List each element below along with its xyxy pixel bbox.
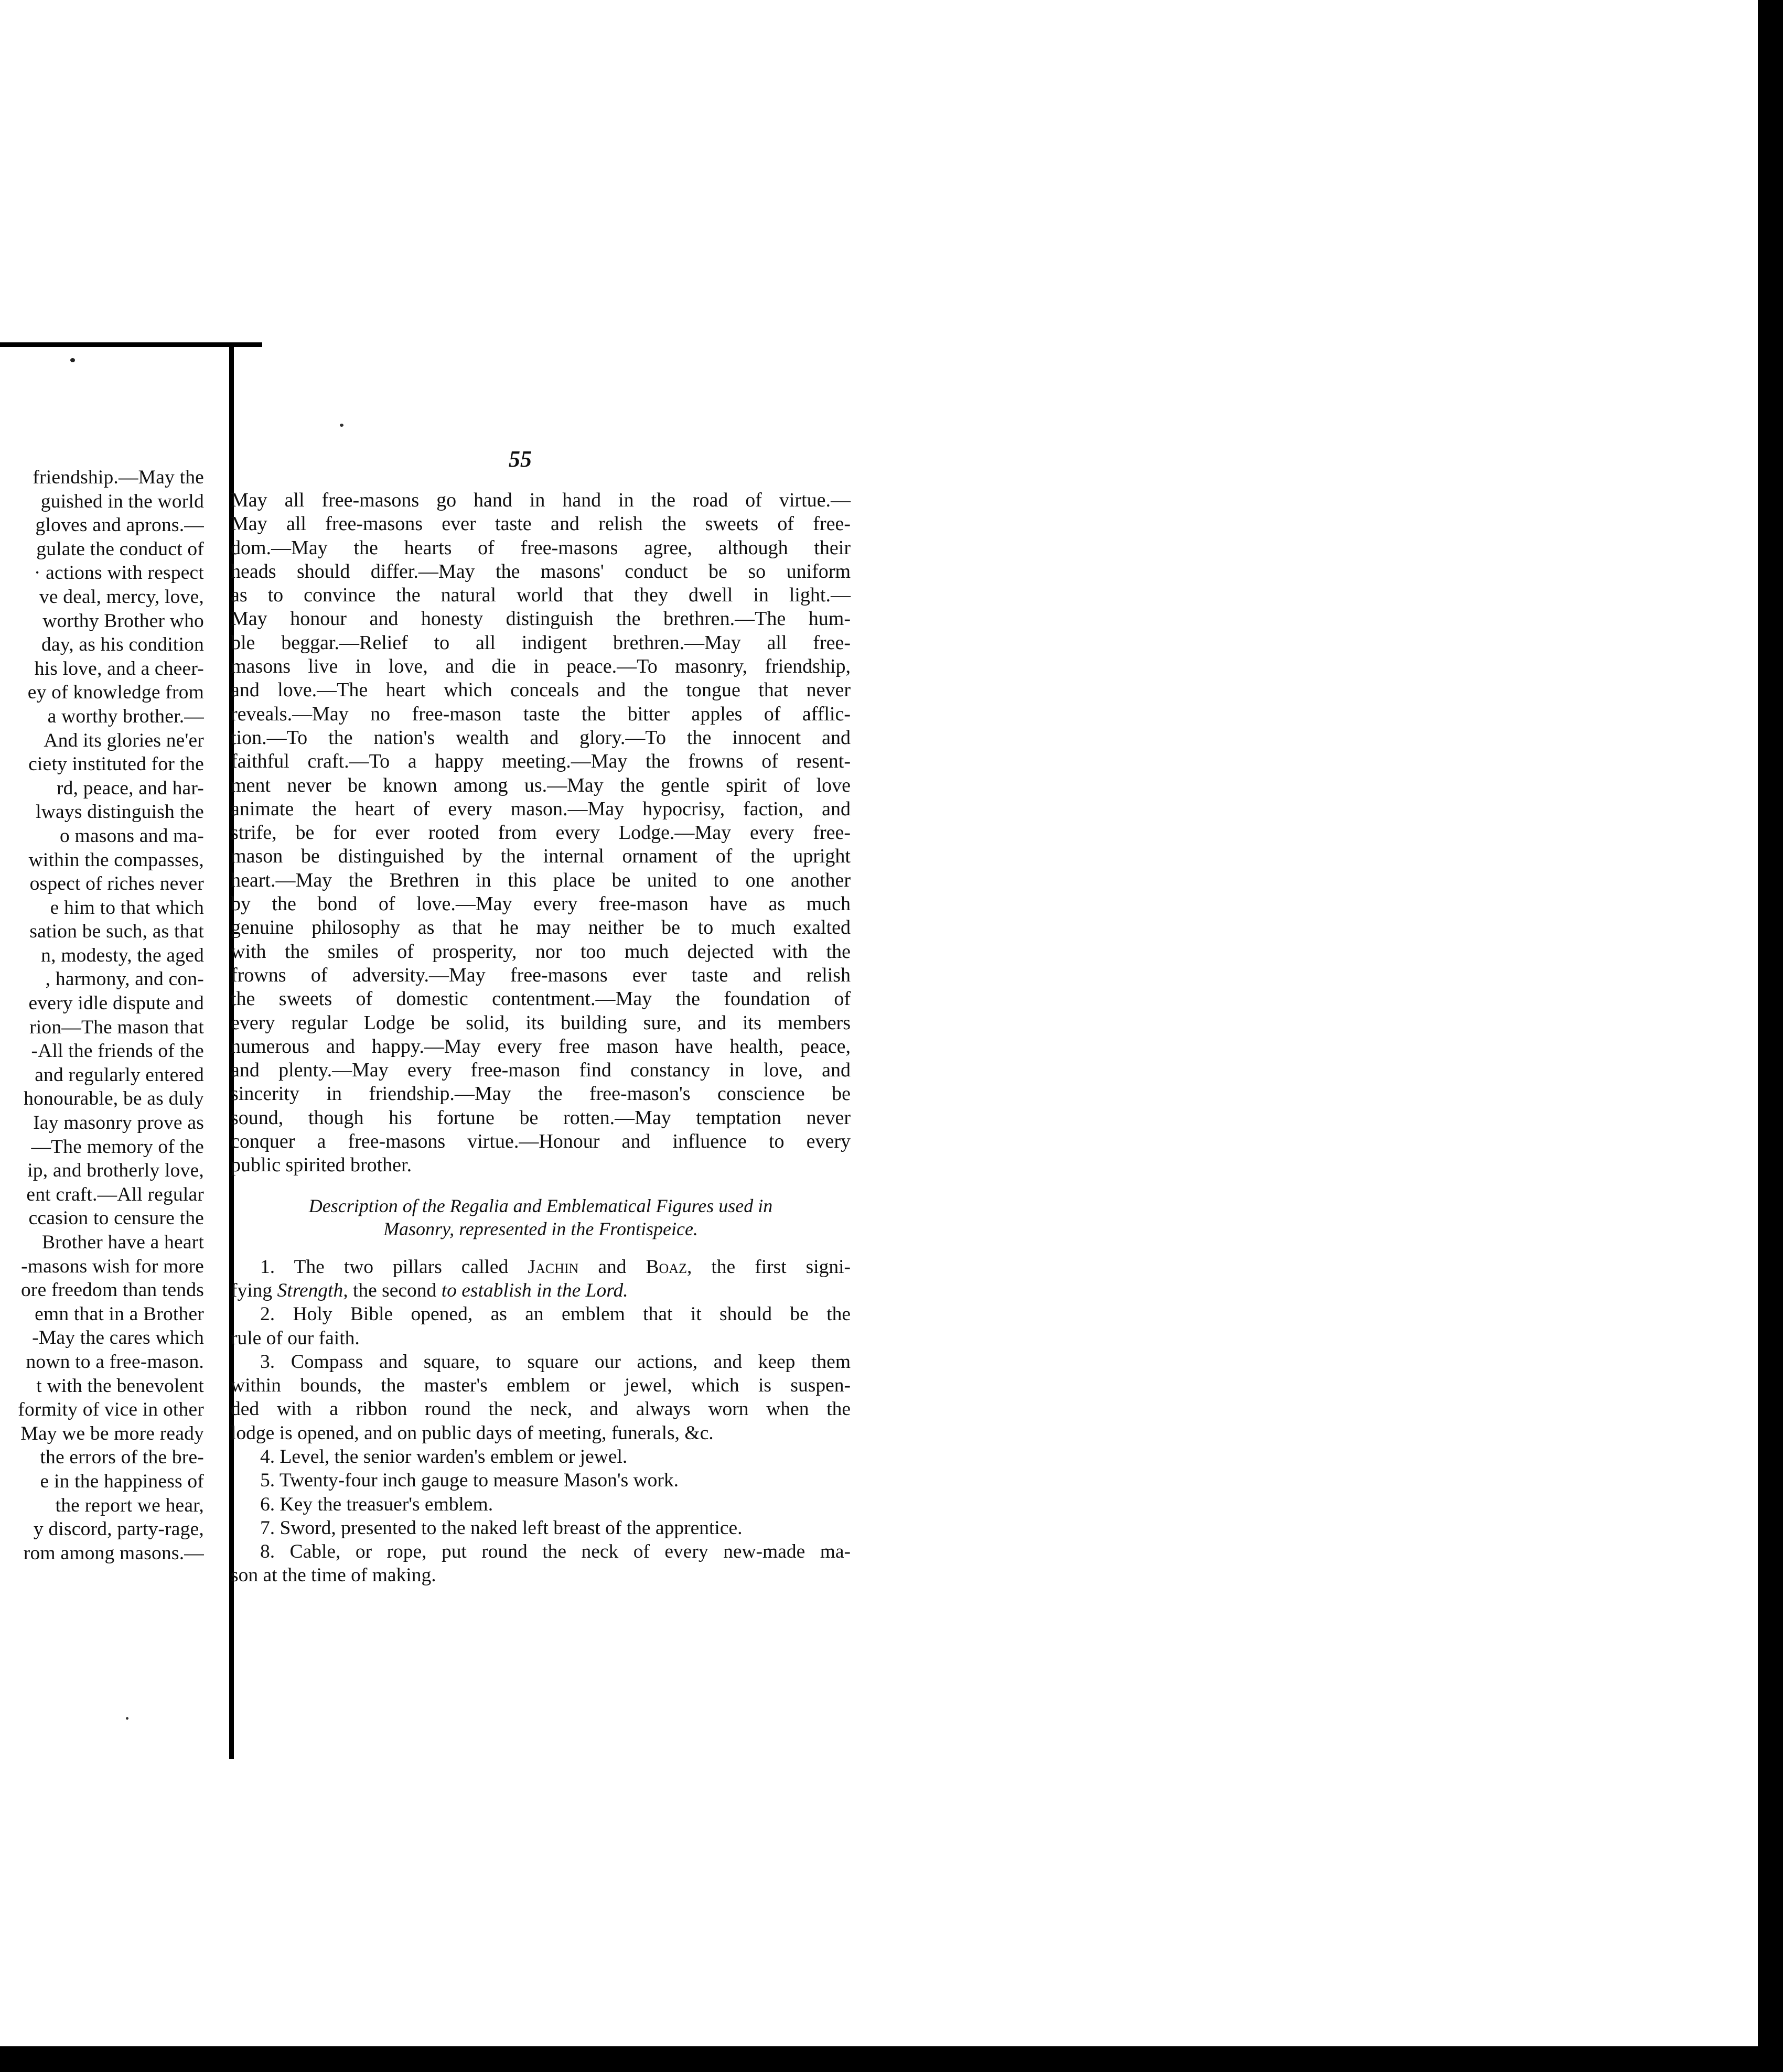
right-page: [231, 489, 851, 1588]
text-line: gloves and aprons.—: [35, 514, 204, 536]
text-line: rd, peace, and har-: [56, 777, 204, 799]
list-item-line: within bounds, the master's emblem or jewel, which is suspen-: [231, 1375, 851, 1397]
text-line: ey of knowledge from: [27, 682, 204, 704]
list-item-line: son at the time of making.: [231, 1564, 436, 1587]
text-line: ment never be known among us.—May the gentle spirit of love: [231, 774, 851, 796]
text-line: May we be more ready: [20, 1422, 204, 1444]
text-line: the sweets of domestic contentment.—May the foundation of: [231, 988, 851, 1010]
text-line: rom among masons.—: [23, 1542, 204, 1564]
list-item-line: 7. Sword, presented to the naked left breast of the apprentice.: [260, 1517, 743, 1539]
toasts-paragraph: [231, 489, 851, 1178]
text-line: the errors of the bre-: [40, 1447, 204, 1469]
text-line: every idle dispute and: [28, 992, 204, 1015]
text-line: heads should differ.—May the masons' conduct be so uniform: [231, 560, 851, 582]
text-line: ospect of riches never: [29, 873, 204, 895]
ink-speck: [70, 358, 75, 362]
text-line: e in the happiness of: [40, 1470, 204, 1492]
text-line: numerous and happy.—May every free mason have health, peace,: [231, 1035, 851, 1057]
text-line: and regularly entered: [35, 1064, 204, 1086]
text-line: ccasion to censure the: [28, 1207, 204, 1229]
text-line: ve deal, mercy, love,: [39, 586, 204, 608]
list-item-line: lodge is opened, and on public days of meeting, funerals, &c.: [231, 1422, 714, 1444]
left-page-fragment: [0, 466, 207, 1593]
text-line: animate the heart of every mason.—May hypocrisy, faction, and: [231, 797, 851, 820]
text-line: lways distinguish the: [36, 801, 204, 823]
text-line: and plenty.—May every free-mason find constancy in love, and: [231, 1059, 851, 1082]
text-line: t with the benevolent: [36, 1375, 204, 1397]
list-item-line: 6. Key the treasuer's emblem.: [260, 1493, 493, 1515]
text-line: every regular Lodge be solid, its building sure, and its members: [231, 1011, 851, 1034]
text-line: his love, and a cheer-: [34, 657, 204, 679]
left-page-text: [0, 466, 204, 1565]
text-line: honourable, be as duly: [24, 1088, 204, 1110]
text-line: friendship.—May the: [33, 467, 204, 488]
text-line: by the bond of love.—May every free-mason have as much: [231, 893, 851, 915]
list-item-line: 3. Compass and square, to square our actions, and keep them: [260, 1351, 851, 1373]
text-line: , harmony, and con-: [45, 968, 204, 990]
text-line: conquer a free-masons virtue.—Honour and influence to every: [231, 1130, 851, 1153]
text-line: May honour and honesty distinguish the brethren.—The hum-: [231, 608, 851, 630]
text-line: gulate the conduct of: [36, 538, 204, 560]
text-line: worthy Brother who: [42, 610, 204, 632]
text-line: ble beggar.—Relief to all indigent brethren.—May all free-: [231, 631, 851, 654]
text-line: -masons wish for more: [21, 1255, 204, 1277]
text-line: formity of vice in other: [18, 1399, 204, 1421]
text-line: sation be such, as that: [29, 921, 204, 943]
page-number: 55: [509, 446, 532, 472]
text-line: emn that in a Brother: [35, 1303, 204, 1325]
text-line: masons live in love, and die in peace.—To masonry, friendship,: [231, 655, 851, 678]
text-line: heart.—May the Brethren in this place be united to one another: [231, 869, 851, 891]
text-line: frowns of adversity.—May free-masons ever taste and relish: [231, 964, 851, 986]
text-line: as to convince the natural world that they dwell in light.—: [231, 584, 851, 607]
text-line: mason be distinguished by the internal ornament of the upright: [231, 845, 851, 868]
text-line: a worthy brother.—: [47, 705, 204, 727]
text-line: ent craft.—All regular: [26, 1183, 204, 1205]
list-item-1: 1. The two pillars called Jachin and Boaz, the first signi-: [260, 1256, 851, 1278]
text-line: -All the friends of the: [31, 1040, 204, 1062]
text-line: with the smiles of prosperity, nor too much dejected with the: [231, 940, 851, 963]
ink-speck: [340, 424, 343, 427]
text-line: nown to a free-mason.: [26, 1351, 204, 1373]
page-edge-bottom: [0, 2046, 1760, 2049]
text-line: strife, be for ever rooted from every Lodge.—May every free-: [231, 822, 851, 844]
text-line: sincerity in friendship.—May the free-mason's conscience be: [231, 1083, 851, 1105]
text-line: genuine philosophy as that he may neither be to much exalted: [231, 916, 851, 939]
ink-speck: [126, 1717, 128, 1720]
list-item-line: 2. Holy Bible opened, as an emblem that it should be the: [260, 1303, 851, 1325]
text-line: tion.—To the nation's wealth and glory.—To the innocent and: [231, 726, 851, 749]
text-line: e him to that which: [50, 897, 204, 919]
list-item-line: 5. Twenty-four inch gauge to measure Mason's work.: [260, 1470, 679, 1492]
text-line: dom.—May the hearts of free-masons agree, although their: [231, 536, 851, 559]
text-line: day, as his condition: [41, 634, 204, 656]
text-line: reveals.—May no free-mason taste the bitter apples of afflic-: [231, 703, 851, 725]
text-line: y discord, party-rage,: [33, 1518, 204, 1540]
list-item-line: 4. Level, the senior warden's emblem or jewel.: [260, 1445, 628, 1467]
text-line: the report we hear,: [55, 1494, 204, 1516]
text-line: n, modesty, the aged: [41, 944, 204, 966]
heading-line-1: Description of the Regalia and Emblematical Figures used in: [308, 1195, 773, 1216]
text-line: and love.—The heart which conceals and the tongue that never: [231, 679, 851, 702]
text-line: -May the cares which: [32, 1327, 204, 1349]
text-line: public spirited brother.: [231, 1154, 412, 1177]
text-line: · actions with respect: [34, 562, 204, 584]
list-item-line: 8. Cable, or rope, put round the neck of every new-made ma-: [260, 1541, 851, 1563]
text-line: faithful craft.—To a happy meeting.—May the frowns of resent-: [231, 750, 851, 773]
section-heading: [231, 1194, 851, 1240]
regalia-list: [231, 1255, 851, 1588]
text-line: o masons and ma-: [59, 825, 204, 847]
text-line: rion—The mason that: [29, 1016, 204, 1038]
list-item-line: ded with a ribbon round the neck, and always worn when the: [231, 1398, 851, 1420]
top-rule: [0, 342, 262, 347]
text-line: ore freedom than tends: [20, 1279, 204, 1301]
text-line: sound, though his fortune be rotten.—May temptation never: [231, 1106, 851, 1129]
text-line: within the compasses,: [28, 849, 204, 871]
text-line: Brother have a heart: [41, 1232, 204, 1253]
text-line: guished in the world: [40, 490, 204, 512]
text-line: May all free-masons go hand in hand in the road of virtue.—: [231, 489, 851, 511]
text-line: ip, and brotherly love,: [27, 1160, 204, 1182]
text-line: Iay masonry prove as: [33, 1112, 204, 1134]
text-line: And its glories ne'er: [44, 729, 204, 751]
text-line: —The memory of the: [31, 1136, 204, 1158]
text-line: May all free-masons ever taste and relish the sweets of free-: [231, 513, 851, 535]
list-item-1-cont: fying Strength, the second to establish in the Lord.: [231, 1279, 628, 1301]
page-edge-right: [1758, 0, 1760, 2046]
text-line: ciety instituted for the: [28, 753, 204, 775]
heading-line-2: Masonry, represented in the Frontispeice.: [383, 1218, 698, 1239]
list-item-line: rule of our faith.: [231, 1327, 360, 1349]
